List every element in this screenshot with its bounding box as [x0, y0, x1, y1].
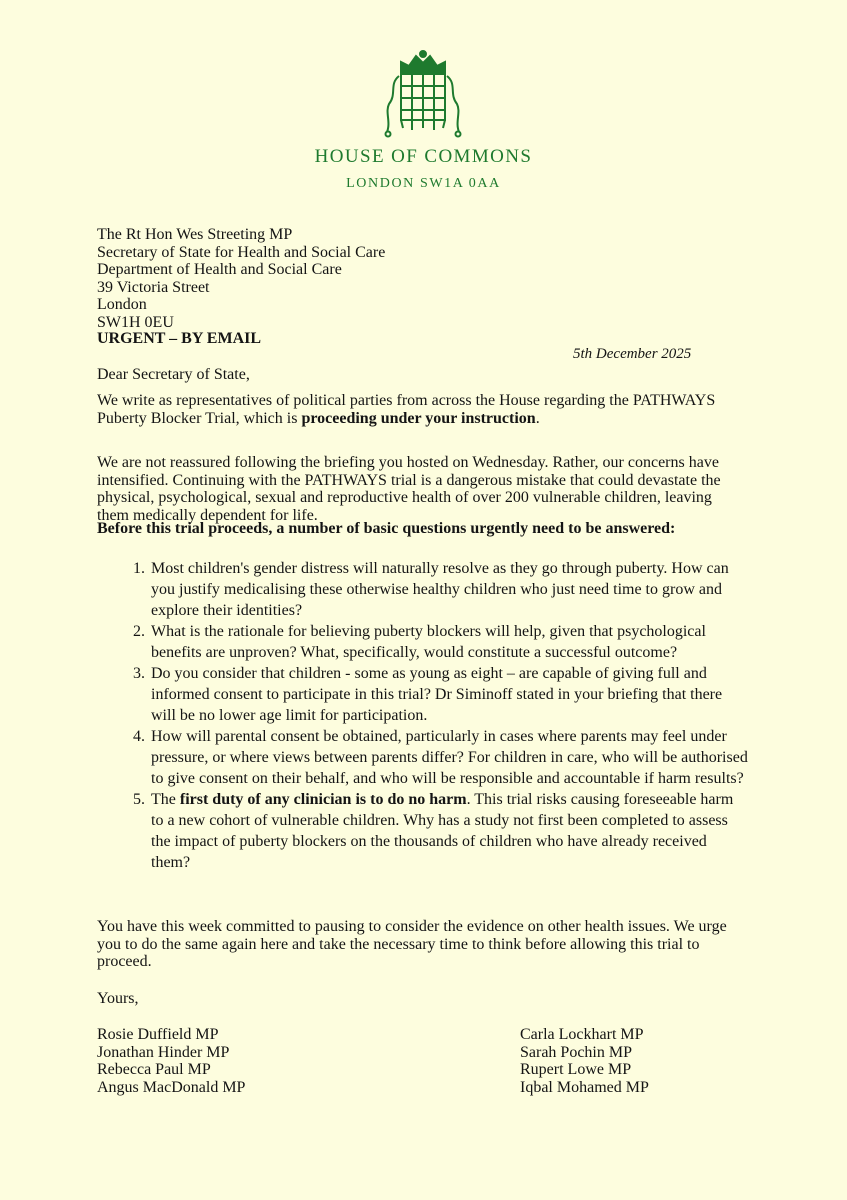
- signatory-name: Rosie Duffield MP: [97, 1026, 219, 1043]
- recipient-address: [97, 226, 385, 331]
- signatory-name: Iqbal Mohamed MP: [520, 1078, 649, 1096]
- signatories-left: [97, 1026, 245, 1096]
- questions-list: [129, 558, 749, 873]
- signatory-name: Angus MacDonald MP: [97, 1078, 246, 1096]
- signatories-right: [520, 1026, 649, 1096]
- questions-heading: Before this trial proceeds, a number of basic questions urgently need to be answered:: [97, 520, 676, 537]
- letter-date: 5th December 2025: [573, 346, 692, 362]
- question-item: 4. How will parental consent be obtained, particularly in cases where parents may feel under pressure, or where views between parents differ? For children in care, who will be authorised to give consent on their behalf, and who will be responsible and accountable if harm results?: [149, 726, 749, 789]
- recipient-line: London: [97, 296, 147, 313]
- question-item: [149, 789, 749, 873]
- question-item: 1. Most children's gender distress will naturally resolve as they go through puberty. How can you justify medicalising these otherwise healthy children who just need time to grow and explore their identities?: [149, 558, 749, 621]
- signatory-name: Rebecca Paul MP: [97, 1061, 211, 1078]
- recipient-line: SW1H 0EU: [97, 313, 174, 331]
- question-item: 3. Do you consider that children - some as young as eight – are capable of giving full and informed consent to participate in this trial? Dr Siminoff stated in your briefing that there will be no lower age limit for participation.: [149, 663, 749, 726]
- question-emphasis: first duty of any clinician is to do no harm: [179, 791, 467, 808]
- recipient-line: Secretary of State for Health and Social Care: [97, 243, 386, 261]
- recipient-line: 39 Victoria Street: [97, 278, 210, 296]
- portcullis-icon: [383, 50, 463, 138]
- signatory-name: Rupert Lowe MP: [520, 1061, 632, 1078]
- question-text: The: [151, 791, 180, 808]
- letterhead-address: LONDON SW1A 0AA: [346, 176, 501, 191]
- question-text: . This trial risks causing foreseeable harm to a new cohort of vulnerable children. Why has a study not first been completed to assess the impact of puberty blockers on the thousands of children who have already received them?: [151, 791, 734, 871]
- paragraph-concerns: We are not reassured following the briefing you hosted on Wednesday. Rather, our concerns have intensified. Continuing with the PATHWAYS trial is a dangerous mistake that could devastate the physical, psychological, sexual and reproductive health of over 200 vulnerable children, leaving them medically dependent for life.: [97, 454, 721, 524]
- question-item: 2. What is the rationale for believing puberty blockers will help, given that psychological benefits are unproven? What, specifically, would constitute a successful outcome?: [149, 621, 749, 663]
- paragraph-emphasis: proceeding under your instruction: [301, 409, 536, 427]
- urgent-notice: URGENT – BY EMAIL: [97, 330, 262, 347]
- signatory-name: Carla Lockhart MP: [520, 1026, 644, 1043]
- recipient-line: The Rt Hon Wes Streeting MP: [97, 226, 293, 243]
- signatory-name: Sarah Pochin MP: [520, 1043, 632, 1061]
- paragraph-closing: You have this week committed to pausing to consider the evidence on other health issues. We urge you to do the same again here and take the necessary time to think before allowing this trial to proceed.: [97, 918, 727, 970]
- salutation: Dear Secretary of State,: [97, 366, 250, 383]
- paragraph-text: .: [535, 409, 540, 427]
- paragraph-text: We write as representatives of political parties from across the House regarding the PATHWAYS Puberty Blocker Trial, which is: [97, 392, 716, 427]
- letterhead-title: HOUSE OF COMMONS: [314, 146, 533, 167]
- signatory-name: Jonathan Hinder MP: [97, 1043, 230, 1061]
- sign-off: Yours,: [97, 990, 139, 1007]
- paragraph-intro: [97, 392, 737, 427]
- recipient-line: Department of Health and Social Care: [97, 261, 342, 278]
